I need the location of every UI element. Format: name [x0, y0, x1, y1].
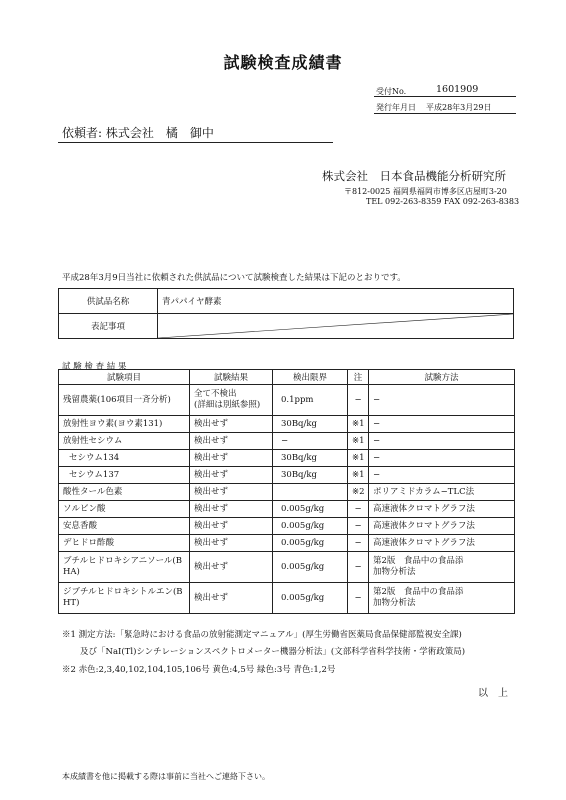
results-body: [59, 385, 515, 614]
result-method: 第2版 食品中の食品添 加物分析法: [369, 583, 515, 614]
sample-notes-label: 表記事項: [59, 314, 158, 339]
header-detection-limit: 検出限界: [273, 370, 348, 385]
results-section-title: 試 験 検 査 結 果: [62, 362, 127, 372]
result-item: 放射性セシウム: [59, 433, 190, 450]
result-note: −: [348, 583, 369, 614]
result-limit: 30Bq/kg: [273, 416, 348, 433]
result-value: 検出せず: [190, 501, 273, 518]
table-row: [59, 552, 515, 583]
note-2: ※2 赤色:2,3,40,102,104,105,106号 黄色:4,5号 緑色:3号 青色:1,2号: [62, 665, 336, 675]
result-limit: 0.005g/kg: [273, 501, 348, 518]
sample-notes-value: [158, 314, 514, 339]
result-method: −: [369, 450, 515, 467]
table-row: [59, 433, 515, 450]
result-limit: 30Bq/kg: [273, 450, 348, 467]
result-limit: [273, 484, 348, 501]
result-note: −: [348, 385, 369, 416]
result-note: −: [348, 518, 369, 535]
result-limit: 0.1ppm: [273, 385, 348, 416]
result-note: ※1: [348, 416, 369, 433]
result-value: 検出せず: [190, 518, 273, 535]
result-note: −: [348, 552, 369, 583]
result-method: −: [369, 433, 515, 450]
result-item: 酸性タール色素: [59, 484, 190, 501]
result-value: 全て不検出 (詳細は別紙参照): [190, 385, 273, 416]
header-test-result: 試験結果: [190, 370, 273, 385]
header-note: 注: [348, 370, 369, 385]
sample-info-table: [58, 288, 514, 339]
lab-name: 株式会社 日本食品機能分析研究所: [322, 169, 506, 183]
result-method: ポリアミドカラム−TLC法: [369, 484, 515, 501]
lab-contact: TEL 092-263-8359 FAX 092-263-8383: [366, 197, 520, 206]
result-limit: 0.005g/kg: [273, 583, 348, 614]
result-value: 検出せず: [190, 433, 273, 450]
table-row: [59, 501, 515, 518]
issue-date-label: 発行年月日: [376, 103, 416, 112]
result-item: ブチルヒドロキシアニソール(B HA): [59, 552, 190, 583]
note-1-line-2: 及び「NaI(Tl)シンチレーションスペクトロメーター機器分析法」(文部科学省科学技術・学術政策局): [80, 647, 466, 657]
table-row: [59, 518, 515, 535]
result-value: 検出せず: [190, 552, 273, 583]
result-item: セシウム137: [59, 467, 190, 484]
end-mark: 以 上: [478, 688, 508, 699]
result-note: −: [348, 501, 369, 518]
result-note: ※1: [348, 467, 369, 484]
result-method: −: [369, 385, 515, 416]
document-title: 試験検査成績書: [223, 53, 343, 72]
result-item: デヒドロ酢酸: [59, 535, 190, 552]
result-method: 第2版 食品中の食品添 加物分析法: [369, 552, 515, 583]
receipt-underline: [374, 96, 516, 97]
notes-diagonal-strike: [158, 314, 513, 338]
receipt-label: 受付No.: [376, 87, 407, 96]
result-value: 検出せず: [190, 450, 273, 467]
result-item: 残留農薬(106項目一斉分析): [59, 385, 190, 416]
result-limit: 0.005g/kg: [273, 518, 348, 535]
header-test-method: 試験方法: [369, 370, 515, 385]
sample-notes-row: [59, 314, 514, 339]
table-row: [59, 535, 515, 552]
table-row: [59, 416, 515, 433]
sample-name-value: 青パパイヤ酵素: [158, 289, 514, 314]
client-name: 依頼者: 株式会社 橘 御中: [62, 126, 214, 140]
issue-underline: [374, 113, 516, 114]
sample-name-label: 供試品名称: [59, 289, 158, 314]
table-row: [59, 484, 515, 501]
result-limit: −: [273, 433, 348, 450]
result-item: 安息香酸: [59, 518, 190, 535]
result-method: 高速液体クロマトグラフ法: [369, 535, 515, 552]
result-item: セシウム134: [59, 450, 190, 467]
result-method: 高速液体クロマトグラフ法: [369, 501, 515, 518]
result-note: ※1: [348, 450, 369, 467]
result-item: 放射性ヨウ素(ヨウ素131): [59, 416, 190, 433]
client-underline: [58, 142, 333, 143]
result-method: −: [369, 467, 515, 484]
note-1-line-1: ※1 測定方法:「緊急時における食品の放射能測定マニュアル」(厚生労働省医薬局食品保健部監視安全課): [62, 630, 462, 640]
receipt-number: 1601909: [436, 84, 479, 95]
table-row: [59, 385, 515, 416]
issue-date: 平成28年3月29日: [426, 103, 492, 112]
footer-note: 本成績書を他に掲載する際は事前に当社へご連絡下さい。: [62, 772, 270, 781]
result-note: ※2: [348, 484, 369, 501]
table-row: [59, 583, 515, 614]
result-item: ソルビン酸: [59, 501, 190, 518]
intro-text: 平成28年3月9日当社に依頼された供試品について試験検査した結果は下記のとおりです。: [62, 273, 406, 283]
results-header-row: [59, 370, 515, 385]
result-note: −: [348, 535, 369, 552]
header-test-item: 試験項目: [59, 370, 190, 385]
result-item: ジブチルヒドロキシトルエン(B HT): [59, 583, 190, 614]
table-row: [59, 450, 515, 467]
result-method: −: [369, 416, 515, 433]
result-limit: 30Bq/kg: [273, 467, 348, 484]
sample-name-row: [59, 289, 514, 314]
results-table: [58, 369, 515, 614]
result-value: 検出せず: [190, 583, 273, 614]
result-value: 検出せず: [190, 467, 273, 484]
result-note: ※1: [348, 433, 369, 450]
result-limit: 0.005g/kg: [273, 535, 348, 552]
table-row: [59, 467, 515, 484]
result-value: 検出せず: [190, 535, 273, 552]
result-limit: 0.005g/kg: [273, 552, 348, 583]
result-value: 検出せず: [190, 416, 273, 433]
lab-address: 〒812-0025 福岡県福岡市博多区店屋町3-20: [344, 187, 507, 196]
result-method: 高速液体クロマトグラフ法: [369, 518, 515, 535]
result-value: 検出せず: [190, 484, 273, 501]
